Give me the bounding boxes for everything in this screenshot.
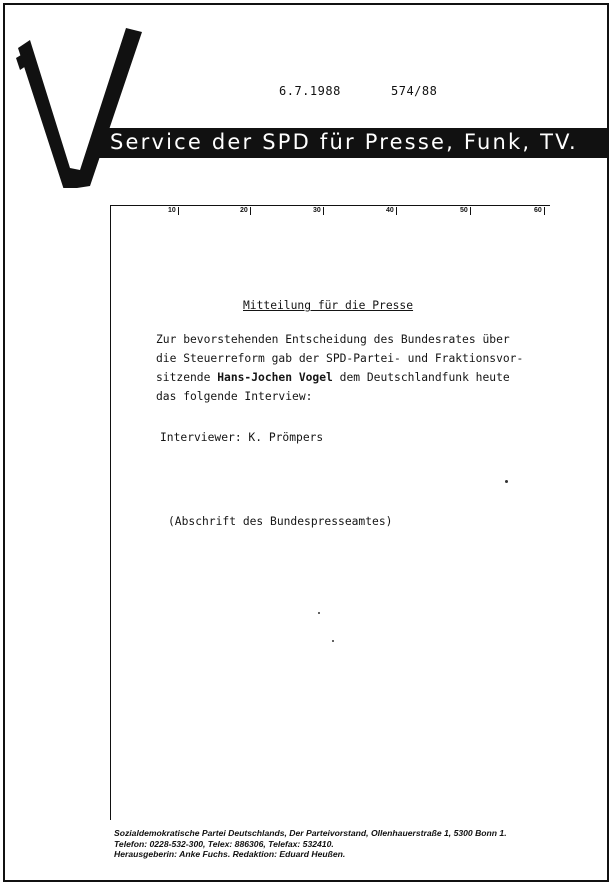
press-number: 574/88 [391, 84, 438, 98]
footer-imprint [114, 828, 507, 860]
paragraph-line: das folgende Interview: [156, 390, 313, 403]
typewriter-ruler [110, 205, 550, 219]
paragraph-fragment: dem Deutschlandfunk heute [332, 371, 510, 384]
paper-speck [505, 480, 508, 483]
speaker-name: Hans-Jochen Vogel [217, 371, 333, 384]
paper-speck [332, 640, 334, 642]
footer-address: Sozialdemokratische Partei Deutschlands, Der Parteivorstand, Ollenhauerstraße 1, 5300 Bonn 1. [114, 828, 507, 838]
paper-speck [318, 612, 320, 614]
ruler-line [110, 205, 550, 206]
document-title: Mitteilung für die Presse [243, 299, 414, 312]
interviewer-line: Interviewer: K. Prömpers [160, 431, 324, 444]
footer-editors: Herausgeberin: Anke Fuchs. Redaktion: Eduard Heußen. [114, 849, 346, 859]
ruler-tick: 40 [386, 207, 397, 215]
paragraph-line: die Steuerreform gab der SPD-Partei- und Fraktionsvor- [156, 352, 524, 365]
banner-text: Service der SPD für Presse, Funk, TV. [110, 130, 578, 154]
paragraph-fragment: sitzende [156, 371, 218, 384]
transcript-note: (Abschrift des Bundespresseamtes) [168, 515, 393, 528]
body-paragraph [156, 330, 523, 406]
margin-line [110, 205, 111, 820]
v-logo-icon [8, 18, 148, 188]
ruler-tick: 30 [313, 207, 324, 215]
ruler-tick: 20 [240, 207, 251, 215]
press-date: 6.7.1988 [279, 84, 341, 98]
ruler-tick: 10 [168, 207, 179, 215]
ruler-tick: 50 [460, 207, 471, 215]
service-banner [96, 128, 608, 158]
footer-contact: Telefon: 0228-532-300, Telex: 886306, Telefax: 532410. [114, 838, 334, 849]
ruler-tick: 60 [534, 207, 545, 215]
paragraph-line: Zur bevorstehenden Entscheidung des Bundesrates über [156, 333, 510, 346]
paragraph-line [156, 368, 523, 387]
